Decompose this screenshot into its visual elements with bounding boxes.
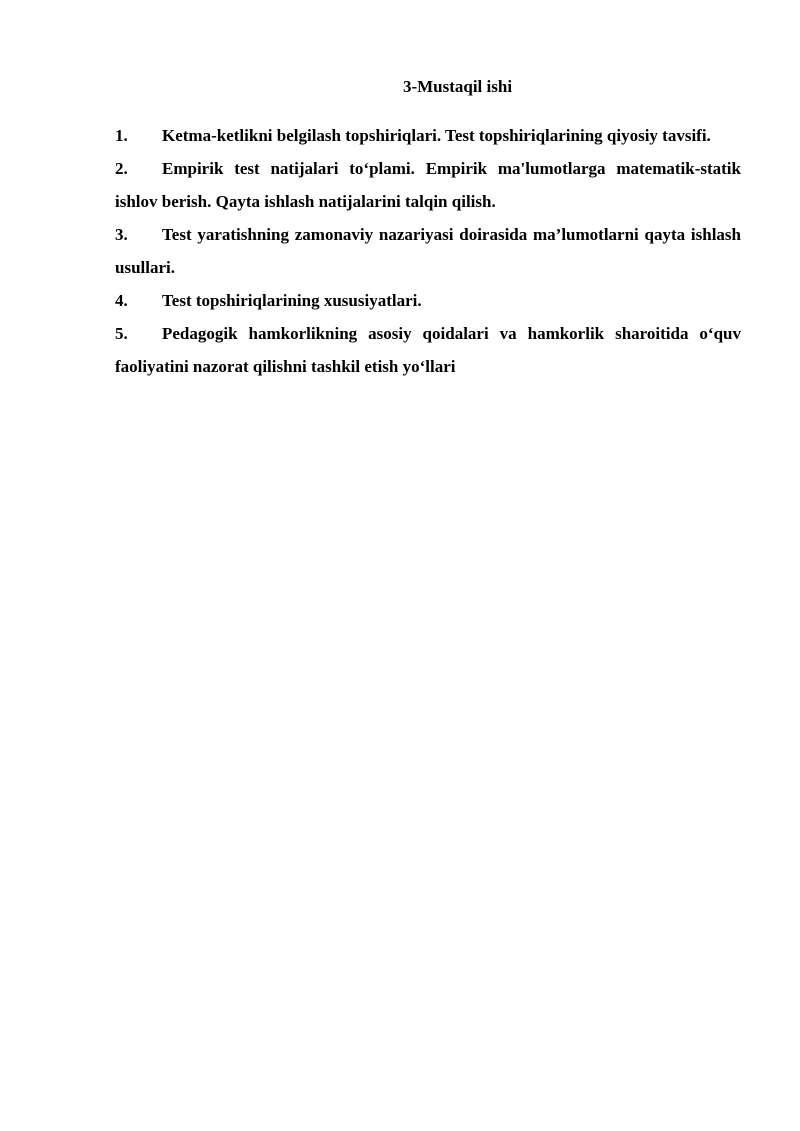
list-item-3 bbox=[115, 218, 741, 284]
item-text: Test topshiriqlarining xususiyatlari. bbox=[162, 291, 422, 310]
list-item-5 bbox=[115, 317, 741, 383]
item-number: 4. bbox=[115, 291, 128, 310]
item-text: Pedagogik hamkorlikning asosiy qoidalari va hamkorlik sharoitida o‘quv faoliyatini nazorat qilishni tashkil etish yo‘llari bbox=[115, 324, 741, 376]
item-text: Empirik test natijalari to‘plami. Empirik ma'lumotlarga matematik-statik ishlov berish. Qayta ishlash natijalarini talqin qilish. bbox=[115, 159, 741, 211]
item-number: 5. bbox=[115, 324, 128, 343]
item-text: Test yaratishning zamonaviy nazariyasi doirasida ma’lumotlarni qayta ishlash usullari. bbox=[115, 225, 741, 277]
list-item-4 bbox=[115, 284, 741, 317]
list-item-2 bbox=[115, 152, 741, 218]
task-list bbox=[115, 119, 741, 383]
page-title: 3-Mustaqil ishi bbox=[402, 77, 513, 96]
item-number: 3. bbox=[115, 225, 128, 244]
list-item-1 bbox=[115, 119, 741, 152]
item-number: 2. bbox=[115, 159, 128, 178]
item-text: Ketma-ketlikni belgilash topshiriqlari. Test topshiriqlarining qiyosiy tavsifi. bbox=[162, 126, 711, 145]
item-number: 1. bbox=[115, 126, 128, 145]
